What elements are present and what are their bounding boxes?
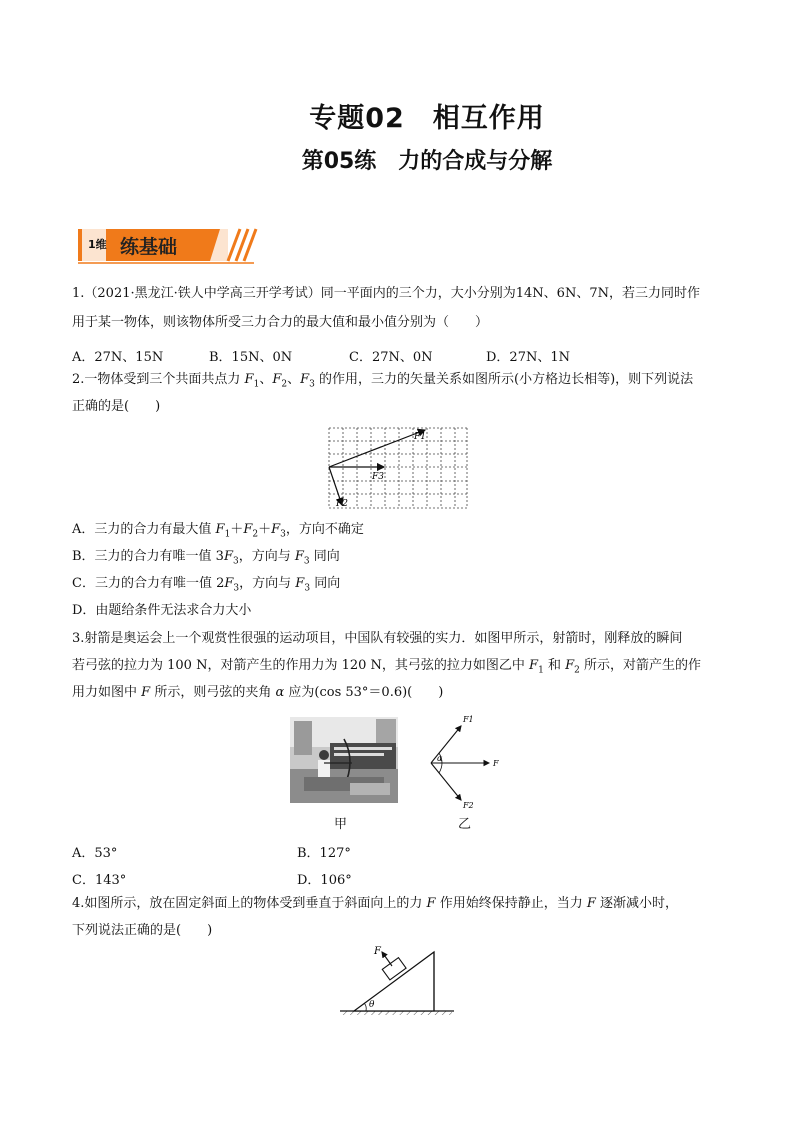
section-badge <box>78 225 258 265</box>
q2-line1: 2.一物体受到三个共面共点力 $F_1$、$F_2$、$F_3$ 的作用，三力的矢量关系如图所示(小方格边长相等)，则下列说法 <box>72 372 694 390</box>
q3-option-c: C．143° <box>72 873 127 888</box>
q3-line1: 3.射箭是奥运会上一个观赏性很强的运动项目，中国队有较强的实力．如图甲所示，射箭时，刚释放的瞬间 <box>72 631 683 646</box>
q3-option-d: D．106° <box>297 873 352 888</box>
q2-vector-grid <box>328 427 470 511</box>
q1-line2: 用于某一物体，则该物体所受三力合力的最大值和最小值分别为（ ） <box>72 315 489 330</box>
q3-f-label: F <box>493 759 499 768</box>
q2-option-a: A．三力的合力有最大值 $F_1+F_2+F_3$，方向不确定 <box>72 522 364 540</box>
q1-option-c: C．27N、0N <box>349 350 433 365</box>
section-label: 练基础 <box>120 236 178 258</box>
f1-label: F1 <box>414 432 426 442</box>
q2-line2: 正确的是( ) <box>72 399 161 414</box>
q1-option-b: B．15N、0N <box>209 350 293 365</box>
q4-theta-label: θ <box>369 1000 375 1010</box>
q4-incline-figure <box>336 944 460 1020</box>
q1-line1: 1.（2021·黑龙江·铁人中学高三开学考试）同一平面内的三个力，大小分别为14N、6N、7N，若三力同时作 <box>72 286 700 301</box>
f3-label: F3 <box>372 472 384 482</box>
page-subtitle: 第05练 力的合成与分解 <box>301 149 553 174</box>
q2-figure <box>328 427 470 515</box>
q3-line3: 用力如图中 F 所示，则弓弦的夹角 α 应为(cos 53°＝0.6)( ) <box>72 685 444 700</box>
q4-incline-graphic <box>336 944 460 1016</box>
page-title: 专题02 相互作用 <box>309 103 545 134</box>
q3-force-diagram <box>425 712 515 816</box>
q3-f1-arrow <box>431 726 461 763</box>
q4-f-label: F <box>374 946 381 957</box>
q1-option-d: D．27N、1N <box>486 350 570 365</box>
q3-line2: 若弓弦的拉力为 100 N，对箭产生的作用力为 120 N，其弓弦的拉力如图乙中 $F_1$ 和 $F_2$ 所示，对箭产生的作 <box>72 658 702 676</box>
q1-option-a: A．27N、15N <box>72 350 164 365</box>
q3-option-a: A．53° <box>72 846 118 861</box>
section-badge-number: 1维 <box>88 238 107 251</box>
q3-f2-arrow <box>431 763 461 800</box>
q4-line1: 4.如图所示，放在固定斜面上的物体受到垂直于斜面向上的力 F 作用始终保持静止，当力 F 逐渐减小时， <box>72 896 679 911</box>
q4-line2: 下列说法正确的是( ) <box>72 923 213 938</box>
f2-label: F2 <box>336 499 348 509</box>
archery-photo-graphic <box>290 717 398 803</box>
q3-alpha-label: α <box>437 754 443 763</box>
q3-caption-jia: 甲 <box>334 817 348 832</box>
q3-force-vectors <box>425 712 515 812</box>
q2-option-b: B．三力的合力有唯一值 $3F_3$，方向与 $F_3$ 同向 <box>72 549 340 567</box>
q3-f1-label: F1 <box>463 715 474 724</box>
q3-f2-label: F2 <box>463 801 474 810</box>
q2-option-d: D．由题给条件无法求合力大小 <box>72 603 252 618</box>
q4-force-arrow <box>382 952 392 966</box>
q2-option-c: C．三力的合力有唯一值 $2F_3$，方向与 $F_3$ 同向 <box>72 576 341 594</box>
q3-caption-yi: 乙 <box>458 817 472 832</box>
q3-archery-photo <box>290 717 398 803</box>
q3-option-b: B．127° <box>297 846 351 861</box>
